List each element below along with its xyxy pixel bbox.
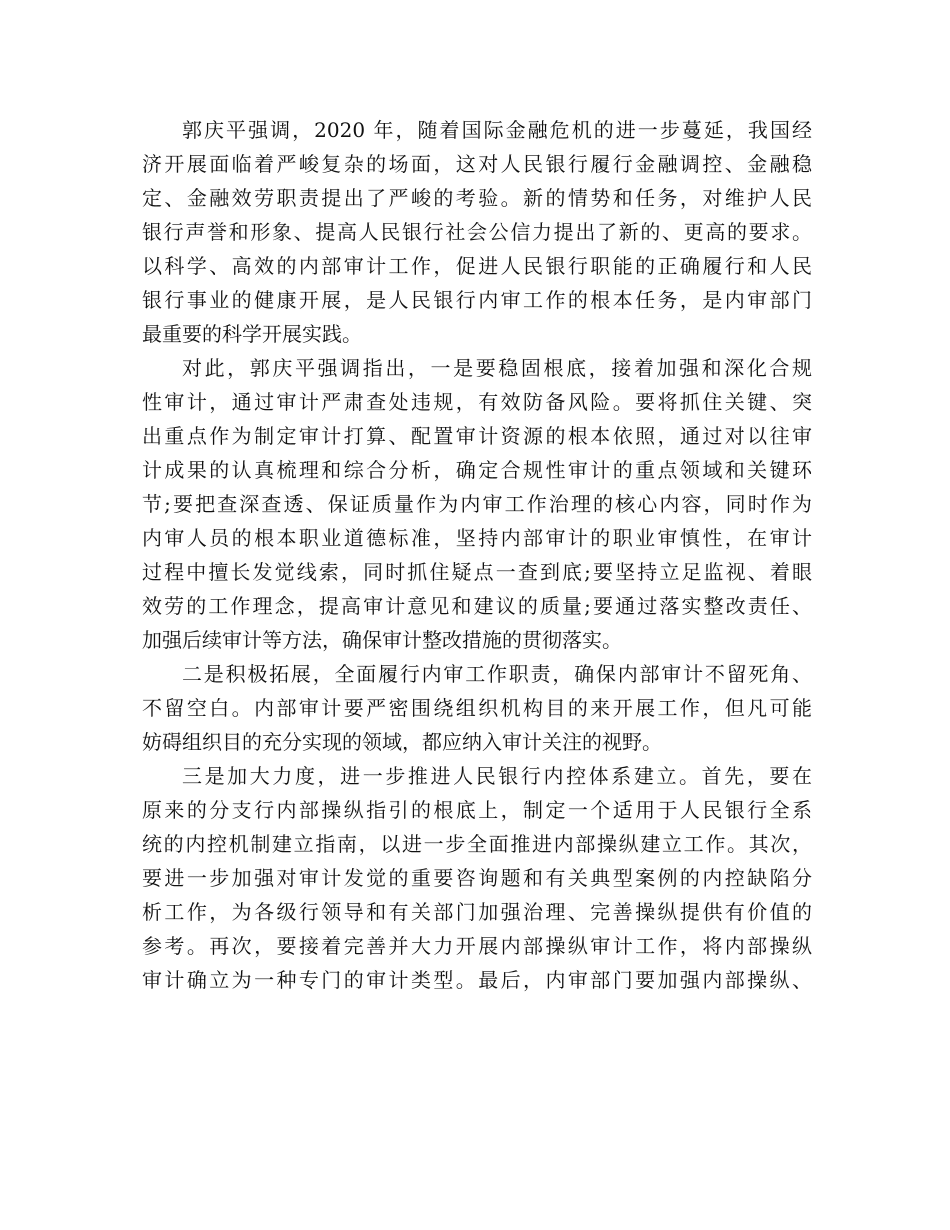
text-line: 以科学、高效的内部审计工作，促进人民银行职能的正确履行和人民 [142,254,812,278]
text-line: 原来的分支行内部操纵指引的根底上，制定一个适用于人民银行全系 [142,798,812,822]
paragraph [142,657,812,759]
text-line: 要进一步加强对审计发觉的重要咨询题和有关典型案例的内控缺陷分 [142,866,812,890]
text-line: 节;要把查深查透、保证质量作为内审工作治理的核心内容，同时作为 [142,492,812,516]
text-line: 计成果的认真梳理和综合分析，确定合规性审计的重点领域和关键环 [142,458,812,482]
text-line: 郭庆平强调，2020 年，随着国际金融危机的进一步蔓延，我国经 [182,118,812,142]
text-line: 对此，郭庆平强调指出，一是要稳固根底，接着加强和深化合规 [182,356,812,380]
text-line: 统的内控机制建立指南，以进一步全面推进内部操纵建立工作。其次， [142,832,812,856]
paragraph [142,351,812,657]
text-line: 最重要的科学开展实践。 [142,322,362,346]
text-line: 银行事业的健康开展，是人民银行内审工作的根本任务，是内审部门 [142,288,812,312]
text-line: 内审人员的根本职业道德标准，坚持内部审计的职业审慎性，在审计 [142,526,812,550]
text-line: 妨碍组织目的充分实现的领域，都应纳入审计关注的视野。 [142,730,662,754]
paragraph [142,759,812,997]
body-text [142,113,812,997]
text-line: 过程中擅长发觉线索，同时抓住疑点一查到底;要坚持立足监视、着眼 [142,560,812,584]
text-line: 加强后续审计等方法，确保审计整改措施的贯彻落实。 [142,628,622,652]
text-line: 出重点作为制定审计打算、配置审计资源的根本依照，通过对以往审 [142,424,812,448]
paragraph [142,113,812,351]
text-line: 不留空白。内部审计要严密围绕组织机构目的来开展工作，但凡可能 [142,696,812,720]
text-line: 审计确立为一种专门的审计类型。最后，内审部门要加强内部操纵、 [142,968,812,992]
text-line: 析工作，为各级行领导和有关部门加强治理、完善操纵提供有价值的 [142,900,812,924]
text-line: 三是加大力度，进一步推进人民银行内控体系建立。首先，要在 [182,764,812,788]
text-line: 性审计，通过审计严肃查处违规，有效防备风险。要将抓住关键、突 [142,390,812,414]
text-line: 定、金融效劳职责提出了严峻的考验。新的情势和任务，对维护人民 [142,186,812,210]
text-line: 效劳的工作理念，提高审计意见和建议的质量;要通过落实整改责任、 [142,594,812,618]
text-line: 二是积极拓展，全面履行内审工作职责，确保内部审计不留死角、 [182,662,812,686]
text-line: 参考。再次，要接着完善并大力开展内部操纵审计工作，将内部操纵 [142,934,812,958]
text-line: 济开展面临着严峻复杂的场面，这对人民银行履行金融调控、金融稳 [142,152,812,176]
text-line: 银行声誉和形象、提高人民银行社会公信力提出了新的、更高的要求。 [142,220,812,244]
